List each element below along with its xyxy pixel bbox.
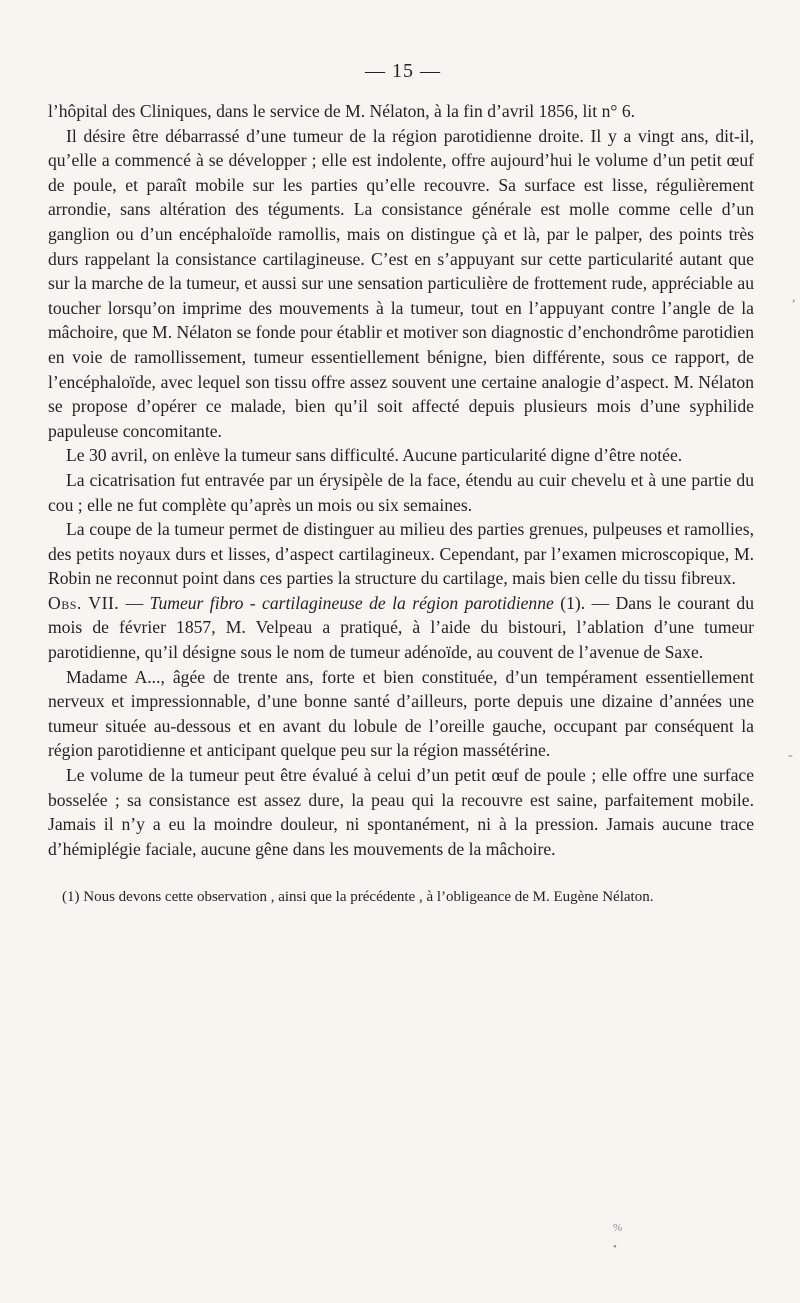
footnote-text: (1) Nous devons cette observation , ainsi que la précédente , à l’obligeance de M. Eugène Nélaton. (62, 889, 654, 906)
margin-mark: , (792, 290, 796, 305)
footnote (48, 887, 754, 907)
margin-mark: - (788, 748, 793, 763)
observation-dash: — (119, 592, 150, 613)
paragraph-volume: Le volume de la tumeur peut être évalué à celui d’un petit œuf de poule ; elle offre une surface bosselée ; sa consistance est assez dure, la peau qui la recouvre est saine, parfaitement mobile. Jamais il n’y a eu la moindre douleur, ni spontanément, ni à la pression. Jamais aucune trace d’hémiplégie faciale, aucune gêne dans les mouvements de la mâchoire. (48, 765, 754, 859)
observation-label: Obs. VII. (48, 592, 120, 613)
observation-heading-paragraph (48, 591, 754, 665)
observation-text: — Dans le courant du mois de février 1857, M. Velpeau a pratiqué, à l’aide du bistouri, l’ablation d’une tumeur parotidienne, qu’il désigne sous le nom de tumeur adénoïde, au couvent de l’avenue de Saxe. (48, 592, 755, 663)
paragraph-tumor-description: Il désire être débarrassé d’une tumeur de la région parotidienne droite. Il y a vingt ans, dit-il, qu’elle a commencé à se développer ; elle est indolente, offre aujourd’hui le volume d’un petit œuf de poule, et paraît mobile sur les parties qu’elle recouvre. Sa surface est lisse, régulièrement arrondie, sans altération des téguments. La consistance générale est molle comme celle d’un ganglion ou d’un encéphaloïde ramollis, mais on distingue çà et là, par le palper, des points très durs rappelant la consistance cartilagineuse. C’est en s’appuyant sur cette particularité autant que sur la marche de la tumeur, et aussi sur une sensation particulière de frottement rude, appréciable au toucher lorsqu’on imprime des mouvements à la tumeur, tout en l’appuyant contre l’angle de la mâchoire, que M. Nélaton se fonde pour établir et motiver son diagnostic d’enchondrôme parotidien en voie de ramollissement, tumeur essentiellement bénigne, bien différente, sous ce rapport, de l’encéphaloïde, avec lequel son tissu offre assez souvent une certaine analogie d’aspect. M. Nélaton se propose d’opérer ce malade, bien qu’il soit affecté depuis plusieurs mois d’une syphilide papuleuse concomitante. (48, 125, 754, 441)
observation-title: Tumeur fibro - cartilagineuse de la région parotidienne (149, 592, 554, 613)
page-number: — 15 — (365, 60, 441, 82)
footnote-reference[interactable]: (1). (553, 592, 586, 613)
paragraph-patient: Madame A..., âgée de trente ans, forte et bien constituée, d’un tempérament essentiellement nerveux et impressionnable, d’une bonne santé d’ailleurs, porte depuis une dizaine d’années une tumeur située au-dessous et en avant du lobule de l’oreille gauche, occupant par conséquent la région parotidienne et anticipant quelque peu sur la région massétérine. (48, 666, 754, 761)
paragraph-examination: La coupe de la tumeur permet de distinguer au milieu des parties grenues, pulpeuses et ramollies, des petits noyaux durs et lisses, d’aspect cartilagineux. Cependant, par l’examen microscopique, M. Robin ne reconnut point dans ces parties la structure du cartilage, mais bien celle du tissu fibreux. (48, 519, 754, 589)
paragraph-continuation: l’hôpital des Cliniques, dans le service de M. Nélaton, à la fin d’avril 1856, lit n° 6. (48, 101, 636, 121)
margin-mark: % (613, 1222, 623, 1234)
paragraph-cicatrisation: La cicatrisation fut entravée par un érysipèle de la face, étendu au cuir chevelu et à une partie du cou ; elle ne fut complète qu’après un mois ou six semaines. (48, 469, 754, 515)
paragraph-operation: Le 30 avril, on enlève la tumeur sans difficulté. Aucune particularité digne d’être notée. (66, 445, 683, 466)
body-text (48, 99, 754, 861)
margin-mark: • (613, 1241, 617, 1253)
